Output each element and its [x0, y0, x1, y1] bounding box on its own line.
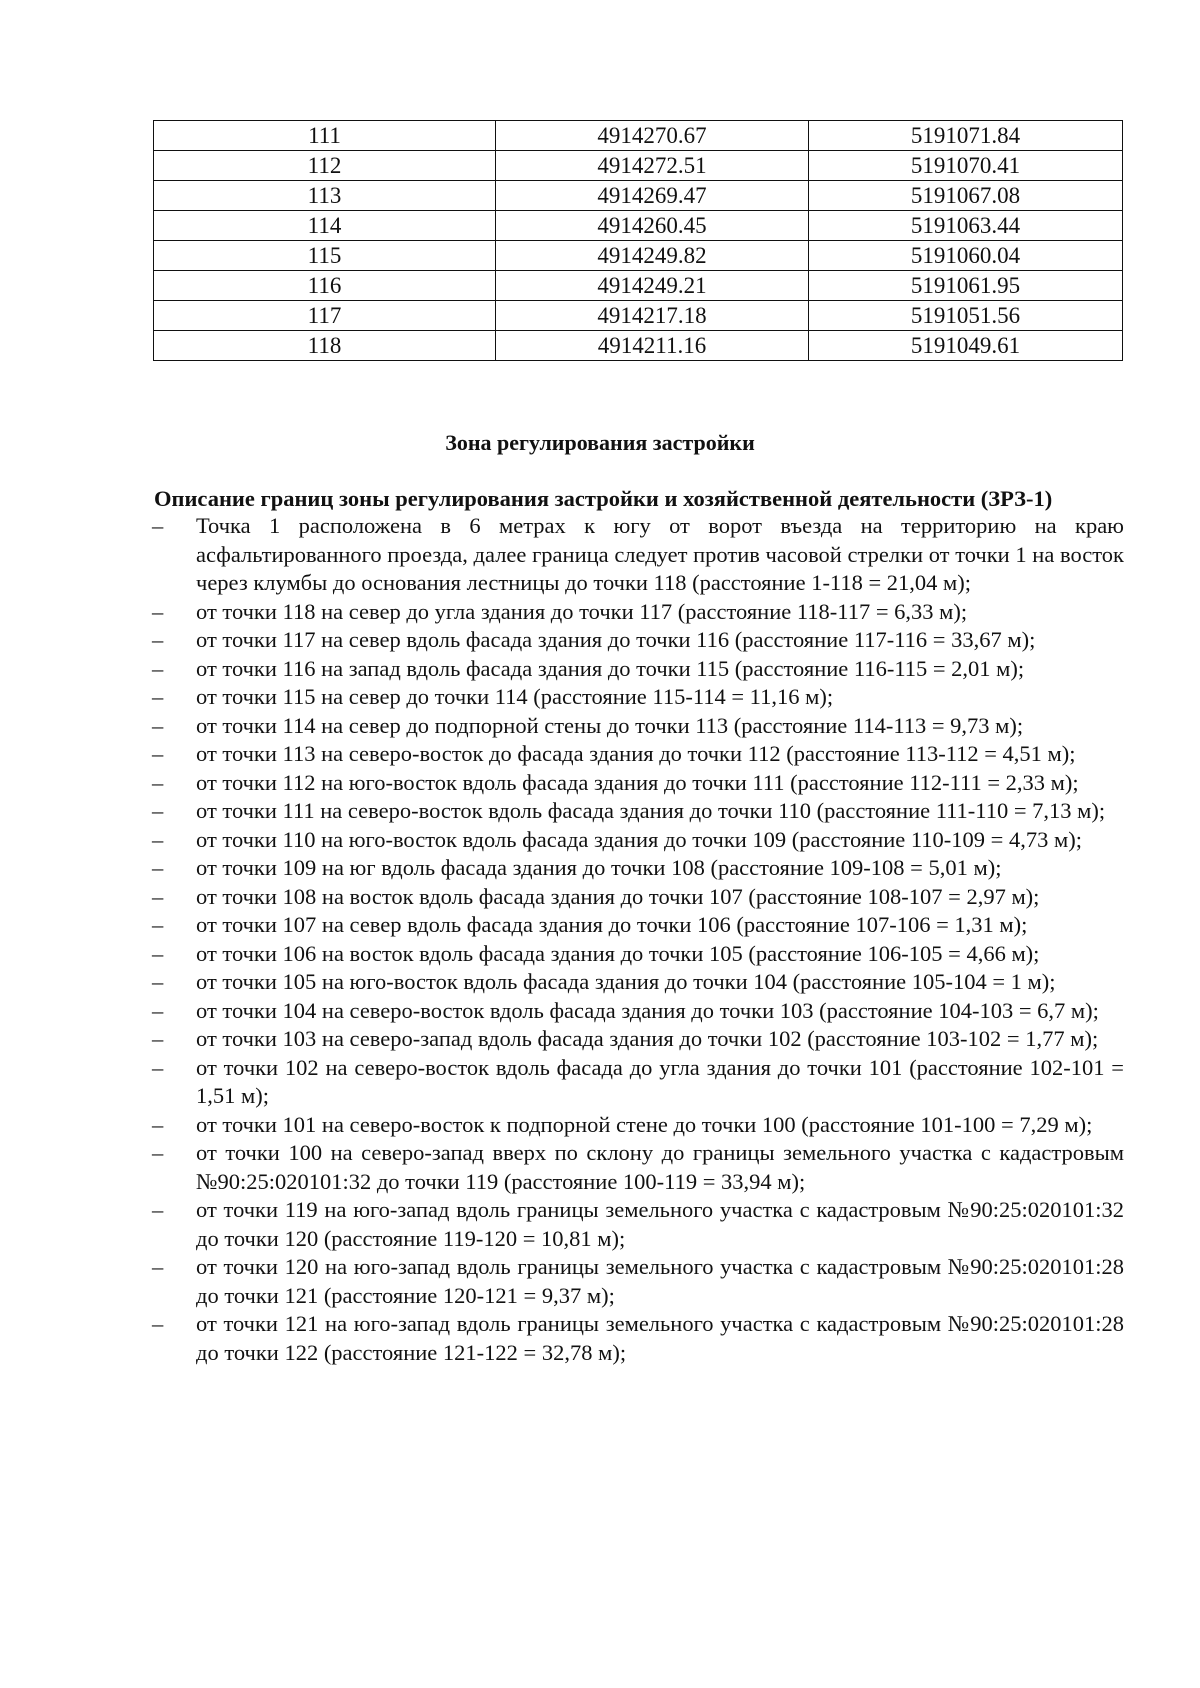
list-item	[0, 854, 1124, 883]
list-item-text: от точки 111 на северо-восток вдоль фасада здания до точки 110 (расстояние 111-110 = 7,13 м);	[196, 798, 1106, 823]
dash-marker: –	[152, 598, 164, 624]
list-item-text: от точки 115 на север до точки 114 (расстояние 115-114 = 11,16 м);	[196, 684, 834, 709]
y-coordinate: 5191060.04	[809, 241, 1123, 271]
list-item	[0, 968, 1124, 997]
list-item	[0, 512, 1124, 598]
dash-marker: –	[152, 855, 164, 880]
dash-marker: –	[152, 1311, 164, 1336]
x-coordinate: 4914270.67	[496, 121, 809, 151]
x-coordinate: 4914211.16	[496, 331, 809, 361]
list-item-text: от точки 112 на юго-восток вдоль фасада здания до точки 111 (расстояние 112-111 = 2,33 м);	[196, 769, 1079, 795]
dash-marker: –	[152, 1140, 164, 1165]
list-item-text: от точки 110 на юго-восток вдоль фасада здания до точки 109 (расстояние 110-109 = 4,73 м);	[196, 826, 1082, 852]
y-coordinate: 5191051.56	[809, 301, 1123, 331]
list-item-text: Точка 1 расположена в 6 метрах к югу от ворот въезда на территорию на краю асфальтированного проезда, далее граница следует против часовой стрелки от точки 1 на восток через клумбы до основания лестницы до точки 118 (расстояние 1-118 = 21,04 м);	[196, 513, 1124, 595]
table-row	[154, 301, 1123, 331]
list-item	[0, 997, 1124, 1026]
table-row	[154, 241, 1123, 271]
list-item	[0, 797, 1124, 826]
dash-marker: –	[152, 1254, 164, 1279]
y-coordinate: 5191061.95	[809, 271, 1123, 301]
dash-marker: –	[152, 883, 164, 909]
list-item-text: от точки 101 на северо-восток к подпорной стене до точки 100 (расстояние 101-100 = 7,29 м);	[196, 1111, 1093, 1137]
list-item	[0, 655, 1124, 684]
section-title: Зона регулирования застройки	[445, 430, 755, 455]
list-item-text: от точки 118 на север до угла здания до точки 117 (расстояние 118-117 = 6,33 м);	[196, 598, 968, 624]
list-item-text: от точки 119 на юго-запад вдоль границы земельного участка с кадастровым №90:25:020101:32 до точки 120 (расстояние 119-120 = 10,81 м);	[196, 1197, 1124, 1251]
dash-marker: –	[152, 1197, 164, 1222]
x-coordinate: 4914217.18	[496, 301, 809, 331]
y-coordinate: 5191049.61	[809, 331, 1123, 361]
dash-marker: –	[152, 997, 164, 1023]
list-item	[0, 740, 1124, 769]
list-item-text: от точки 102 на северо-восток вдоль фасада до угла здания до точки 101 (расстояние 102-101 = 1,51 м);	[196, 1054, 1124, 1108]
list-item-text: от точки 120 на юго-запад вдоль границы земельного участка с кадастровым №90:25:020101:28 до точки 121 (расстояние 120-121 = 9,37 м);	[196, 1254, 1124, 1308]
dash-marker: –	[152, 655, 164, 681]
coordinate-table	[153, 120, 1123, 361]
point-number: 115	[154, 241, 496, 271]
list-item	[0, 1111, 1124, 1140]
dash-marker: –	[152, 1111, 164, 1137]
list-item	[0, 1196, 1124, 1253]
point-number: 112	[154, 151, 496, 181]
list-item-text: от точки 103 на северо-запад вдоль фасада здания до точки 102 (расстояние 103-102 = 1,77 м);	[196, 1026, 1099, 1051]
point-number: 113	[154, 181, 496, 211]
list-item	[0, 911, 1124, 940]
dash-marker: –	[152, 940, 164, 966]
list-item	[0, 1054, 1124, 1111]
point-number: 118	[154, 331, 496, 361]
table-row	[154, 211, 1123, 241]
list-item	[0, 1253, 1124, 1310]
dash-marker: –	[152, 1026, 164, 1051]
list-item	[0, 712, 1124, 741]
list-item	[0, 598, 1124, 627]
list-item	[0, 769, 1124, 798]
table-row	[154, 331, 1123, 361]
table-row	[154, 121, 1123, 151]
y-coordinate: 5191071.84	[809, 121, 1123, 151]
list-item-text: от точки 121 на юго-запад вдоль границы земельного участка с кадастровым №90:25:020101:28 до точки 122 (расстояние 121-122 = 32,78 м);	[196, 1311, 1124, 1365]
table-row	[154, 271, 1123, 301]
list-item-text: от точки 114 на север до подпорной стены до точки 113 (расстояние 114-113 = 9,73 м);	[196, 712, 1024, 738]
x-coordinate: 4914269.47	[496, 181, 809, 211]
list-item-text: от точки 117 на север вдоль фасада здания до точки 116 (расстояние 117-116 = 33,67 м);	[196, 627, 1036, 652]
list-item-text: от точки 107 на север вдоль фасада здания до точки 106 (расстояние 107-106 = 1,31 м);	[196, 912, 1028, 937]
point-number: 117	[154, 301, 496, 331]
dash-marker: –	[152, 969, 164, 994]
list-item-text: от точки 105 на юго-восток вдоль фасада здания до точки 104 (расстояние 105-104 = 1 м);	[196, 969, 1056, 994]
point-number: 116	[154, 271, 496, 301]
list-item-text: от точки 109 на юг вдоль фасада здания до точки 108 (расстояние 109-108 = 5,01 м);	[196, 855, 1002, 880]
dash-marker: –	[152, 712, 164, 738]
list-item-text: от точки 116 на запад вдоль фасада здания до точки 115 (расстояние 116-115 = 2,01 м);	[196, 655, 1025, 681]
x-coordinate: 4914249.21	[496, 271, 809, 301]
y-coordinate: 5191063.44	[809, 211, 1123, 241]
dash-marker: –	[152, 741, 164, 766]
list-item	[0, 883, 1124, 912]
point-number: 114	[154, 211, 496, 241]
dash-marker: –	[152, 627, 164, 652]
x-coordinate: 4914249.82	[496, 241, 809, 271]
list-item-text: от точки 113 на северо-восток до фасада здания до точки 112 (расстояние 113-112 = 4,51 м);	[196, 741, 1076, 766]
dash-marker: –	[152, 513, 164, 538]
dash-marker: –	[152, 1054, 164, 1080]
dash-marker: –	[152, 769, 164, 795]
list-item	[0, 940, 1124, 969]
table-row	[154, 181, 1123, 211]
dash-marker: –	[152, 684, 164, 709]
dash-marker: –	[152, 912, 164, 937]
list-item-text: от точки 108 на восток вдоль фасада здания до точки 107 (расстояние 108-107 = 2,97 м);	[196, 883, 1040, 909]
list-item-text: от точки 106 на восток вдоль фасада здания до точки 105 (расстояние 106-105 = 4,66 м);	[196, 940, 1040, 966]
dash-marker: –	[152, 798, 164, 823]
section-subtitle: Описание границ зоны регулирования застройки и хозяйственной деятельности (ЗРЗ-1)	[154, 486, 1053, 511]
list-item	[0, 626, 1124, 655]
list-item	[0, 1139, 1124, 1196]
y-coordinate: 5191067.08	[809, 181, 1123, 211]
dash-marker: –	[152, 826, 164, 852]
list-item	[0, 1310, 1124, 1367]
x-coordinate: 4914272.51	[496, 151, 809, 181]
list-item	[0, 826, 1124, 855]
y-coordinate: 5191070.41	[809, 151, 1123, 181]
list-item-text: от точки 104 на северо-восток вдоль фасада здания до точки 103 (расстояние 104-103 = 6,7 м);	[196, 997, 1099, 1023]
list-item	[0, 683, 1124, 712]
list-item-text: от точки 100 на северо-запад вверх по склону до границы земельного участка с кадастровым №90:25:020101:32 до точки 119 (расстояние 100-119 = 33,94 м);	[196, 1140, 1124, 1194]
table-row	[154, 151, 1123, 181]
point-number: 111	[154, 121, 496, 151]
list-item	[0, 1025, 1124, 1054]
x-coordinate: 4914260.45	[496, 211, 809, 241]
boundary-description-list	[0, 512, 1200, 1367]
